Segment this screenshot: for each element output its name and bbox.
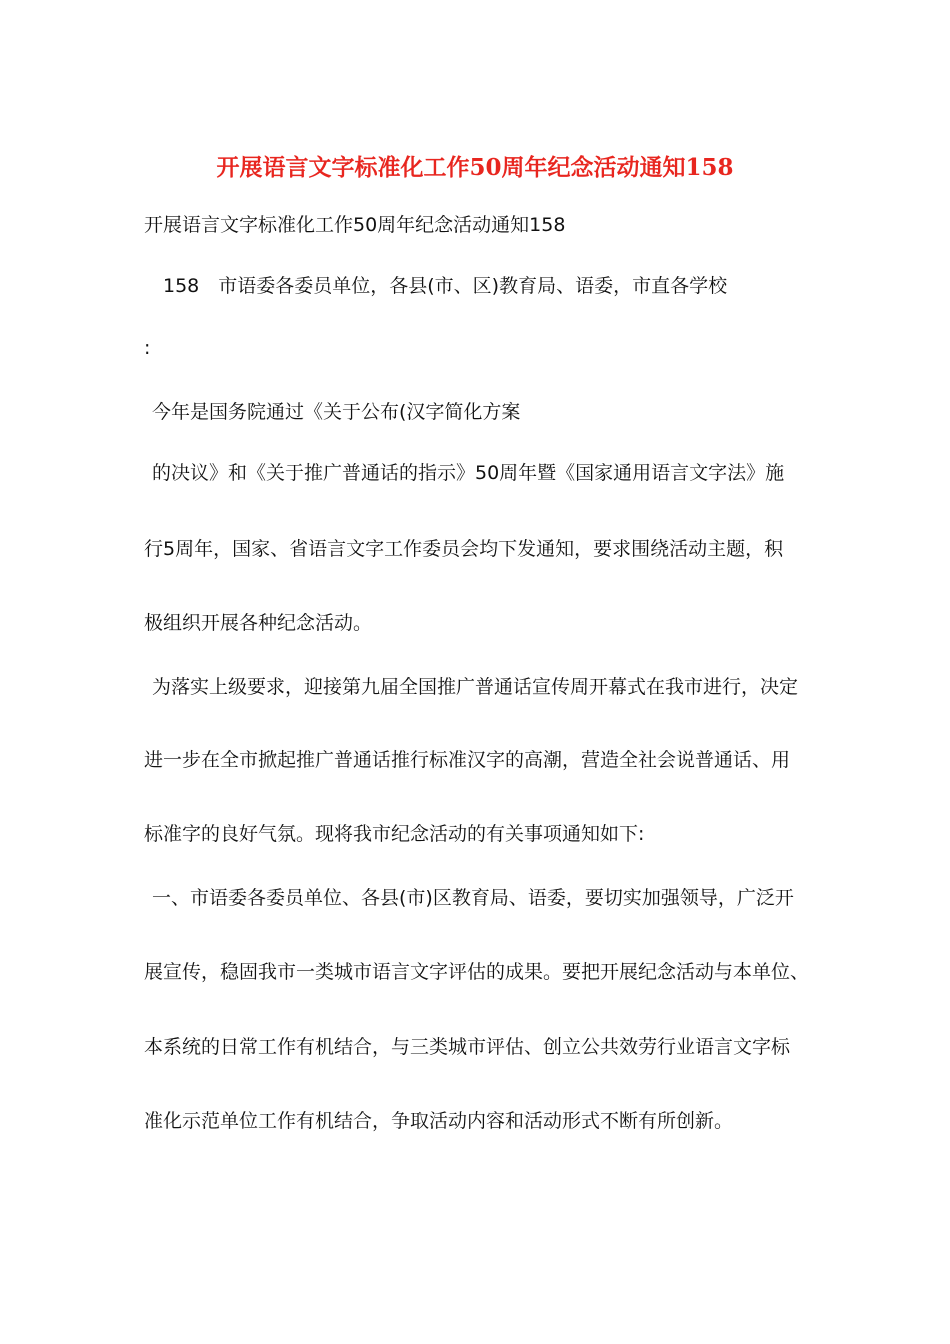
addressee-line: 158 市语委各委员单位，各县(市、区)教育局、语委，市直各学校 xyxy=(163,275,728,297)
paragraph-3-line-1: 一、市语委各委员单位、各县(市)区教育局、语委，要切实加强领导，广泛开 xyxy=(152,887,794,909)
paragraph-2-line-3: 标准字的良好气氛。现将我市纪念活动的有关事项通知如下: xyxy=(144,823,645,845)
paragraph-1-line-1: 今年是国务院通过《关于公布(汉字简化方案 xyxy=(152,401,521,423)
paragraph-2-line-1: 为落实上级要求，迎接第九届全国推广普通话宣传周开幕式在我市进行，决定 xyxy=(152,676,799,698)
paragraph-1-line-2: 的决议》和《关于推广普通话的指示》50周年暨《国家通用语言文字法》施 xyxy=(152,462,785,484)
paragraph-2-line-2: 进一步在全市掀起推广普通话推行标准汉字的高潮，营造全社会说普通话、用 xyxy=(144,749,791,771)
document-subtitle: 开展语言文字标准化工作50周年纪念活动通知158 xyxy=(144,214,566,236)
paragraph-1-line-3: 行5周年，国家、省语言文字工作委员会均下发通知，要求围绕活动主题，积 xyxy=(144,538,784,560)
paragraph-3-line-2: 展宣传，稳固我市一类城市语言文字评估的成果。要把开展纪念活动与本单位、 xyxy=(144,961,810,983)
document-title: 开展语言文字标准化工作50周年纪念活动通知158 xyxy=(216,154,734,181)
addressee-colon: : xyxy=(144,337,151,359)
paragraph-3-line-4: 准化示范单位工作有机结合，争取活动内容和活动形式不断有所创新。 xyxy=(144,1110,734,1132)
paragraph-3-line-3: 本系统的日常工作有机结合，与三类城市评估、创立公共效劳行业语言文字标 xyxy=(144,1036,791,1058)
paragraph-1-line-4: 极组织开展各种纪念活动。 xyxy=(144,612,373,634)
